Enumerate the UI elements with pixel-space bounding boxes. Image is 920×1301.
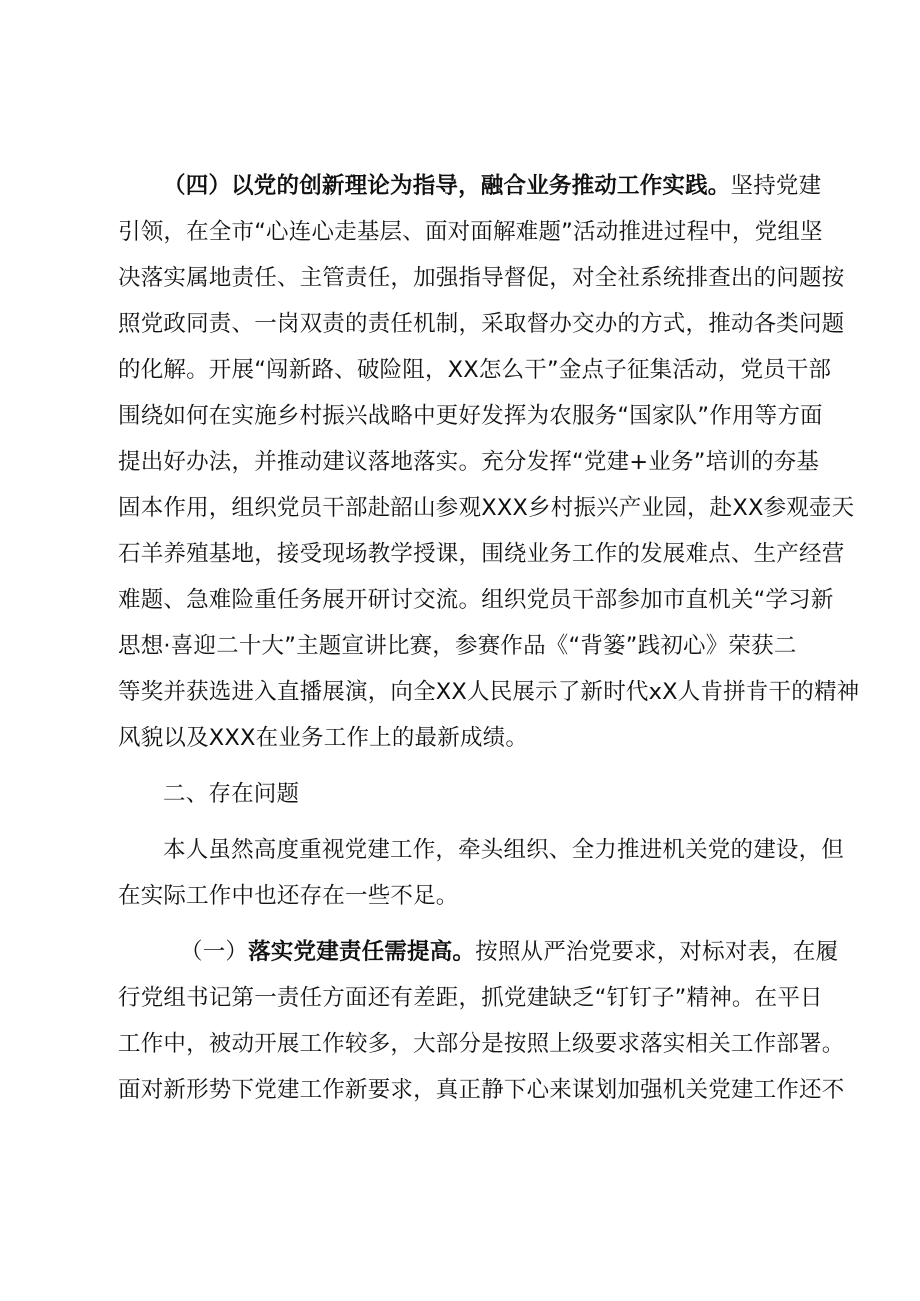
paragraph-4-line-8: 固本作用，组织党员干部赴韶山参观XXX乡村振兴产业园，赴XX参观壶天 (118, 495, 855, 521)
line-text: 按照从严治党要求，对标对表，在履 (475, 939, 839, 965)
issue-1-line-3: 工作中，被动开展工作较多，大部分是按照上级要求落实相关工作部署。 (118, 1031, 845, 1057)
issue-1-line-4: 面对新形势下党建工作新要求，真正静下心来谋划加强机关党建工作还不 (118, 1077, 845, 1103)
line-text: 坚持党建 (730, 173, 822, 199)
issue-1-line-1 (180, 936, 880, 968)
issue-1-number: （一） (180, 939, 249, 965)
paragraph-4-line-1 (163, 170, 863, 202)
section-2-heading: 二、存在问题 (163, 781, 300, 807)
paragraph-4-line-10: 难题、急难险重任务展开研讨交流。组织党员干部参加市直机关“学习新 (118, 587, 834, 613)
paragraph-4-line-11: 思想·喜迎二十大”主题宣讲比赛，参赛作品《“背篓”践初心》荣获二 (118, 633, 797, 659)
paragraph-4-line-12: 等奖并获选进入直播展演，向全XX人民展示了新时代xX人肯拼肯干的精神 (118, 679, 860, 705)
paragraph-4-line-9: 石羊养殖基地，接受现场教学授课，围绕业务工作的发展难点、生产经营 (118, 541, 845, 567)
paragraph-4-line-2: 引领，在全市“心连心走基层、面对面解难题”活动推进过程中，党组坚 (118, 219, 823, 245)
paragraph-4-line-6: 围绕如何在实施乡村振兴战略中更好发挥为农服务“国家队”作用等方面 (118, 403, 823, 429)
paragraph-4-line-7: 提出好办法，并推动建议落地落实。充分发挥“党建+业务”培训的夯基 (118, 449, 820, 475)
paragraph-4-line-3: 决落实属地责任、主管责任，加强指导督促，对全社系统排查出的问题按 (118, 265, 845, 291)
section-4-heading: （四）以党的创新理论为指导，融合业务推动工作实践。 (163, 173, 731, 199)
paragraph-4-line-4: 照党政同责、一岗双责的责任机制，采取督办交办的方式，推动各类问题 (118, 311, 845, 337)
intro-line-2: 在实际工作中也还存在一些不足。 (118, 883, 459, 909)
paragraph-4-line-5: 的化解。开展“闯新路、破险阻，XX怎么干”金点子征集活动，党员干部 (118, 357, 832, 383)
issue-1-line-2: 行党组书记第一责任方面还有差距，抓党建缺乏“钉钉子”精神。在平日 (118, 985, 823, 1011)
intro-line-1: 本人虽然高度重视党建工作，牵头组织、全力推进机关党的建设，但 (163, 837, 845, 863)
issue-1-heading: 落实党建责任需提高。 (248, 939, 476, 965)
paragraph-4-line-13: 风貌以及XXX在业务工作上的最新成绩。 (118, 725, 529, 751)
